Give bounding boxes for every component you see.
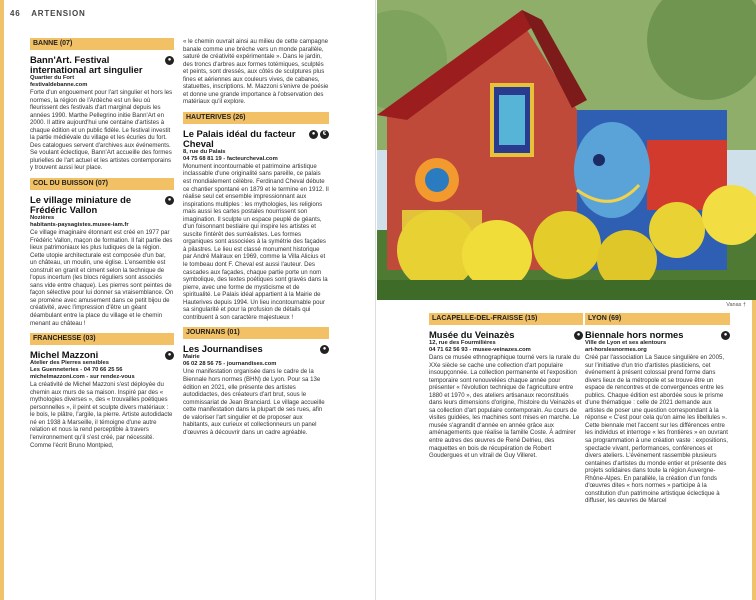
entry-text: La créativité de Michel Mazzoni s'est déployée du chemin aux murs de sa maison. Inspiré par des « mythologies diverses », des « trouvailles poétiques personnelles », il peint et sculpte divers matériaux : le bois, le plâtre, l'argile, la pierre. Artiste autodidacte né en 1938 à Marseille, il témoigne d'une autre relation et nous la rend perceptible à travers l'environnement qu'il s'est créé, par nécessité. Comme l'écrit Bruno Montpied, bbox=[30, 381, 173, 449]
info-icon: ● bbox=[309, 130, 318, 139]
right-column-2 bbox=[585, 313, 730, 511]
painted-house-illustration bbox=[377, 0, 756, 300]
entry-address: 12, rue des Fourmilières bbox=[429, 340, 496, 346]
entry-address: Nozières bbox=[30, 215, 55, 222]
entry-website[interactable]: habitants-paysagistes.musee-iam.fr bbox=[30, 222, 129, 229]
entry-title: Bann'Art. Festival international art singulier bbox=[30, 54, 143, 75]
right-column-1 bbox=[429, 313, 583, 466]
location-tag: FRANCHESSE (03) bbox=[30, 333, 174, 345]
entry-lyon bbox=[585, 313, 730, 505]
entry-text: Monument incontournable et patrimoine artistique inclassable d'une originalité sans pareille, ce palais est mondialement célèbre. Ferdinand Cheval débute ce chantier spontané en 1879 et le termine en 1912. Il réalise seul cet ensemble impressionnant aux inspirations multiples : les mythologies, les religions mais aussi les cartes postales nourrissent son imagination. Il sculpte un espace peuplé de géants, d'un foisonnant bestiaire qui inspire les artistes et suscite l'intérêt des surréalistes. Les formes organiques sont associées à la symétrie des façades à pilastres. Le lieu est classé monument historique par André Malraux en 1969, comme la Villa Alicius et le tombeau dont F. Cheval est aussi l'auteur. Des cascades aux façades, chaque partie porte un nom symbolique, des textes poétiques sont gravés dans la pierre, avec une forme de mysticisme et de spiritualité. Le Palais idéal appartient à la Mairie de Hauterives depuis 1994. Un lieu incontournable pour sa singularité et pour la profusion de détails qui contribuent à son caractère majestueux ! bbox=[183, 162, 329, 321]
entry-website[interactable]: 06 02 28 56 75 - journandises.com bbox=[183, 361, 277, 368]
entry-address: Atelier des Pierres sensibles bbox=[30, 360, 109, 367]
entry-hauterives bbox=[183, 112, 329, 321]
location-tag: LYON (69) bbox=[585, 313, 730, 325]
entry-title: Les Journandises bbox=[183, 343, 263, 355]
entry-website[interactable]: 04 71 62 56 93 - musee-veinazes.com bbox=[429, 347, 531, 353]
entry-lacapelle bbox=[429, 313, 583, 460]
page-number: 46 bbox=[10, 9, 21, 18]
location-tag: BANNE (07) bbox=[30, 38, 174, 50]
info-icon: ● bbox=[165, 196, 174, 205]
entry-title: Le Palais idéal du facteur Cheval bbox=[183, 127, 296, 149]
info-icon: ● bbox=[165, 56, 174, 65]
entry-address: 8, rue du Palais bbox=[183, 148, 226, 155]
entry-col-du-buisson bbox=[30, 178, 174, 327]
left-column-1 bbox=[30, 38, 174, 455]
entry-title: Biennale hors normes bbox=[585, 329, 684, 340]
info-icon: ● bbox=[721, 331, 730, 340]
entry-text: Dans ce musée ethnographique tourné vers la rurale du XXe siècle se cache une collection d'art populaire insoupçonnée. La collection permanente et l'exposition temporaire sont renouvelées chaque année pour présenter « l'évolution technique de l'agriculture entre 1880 et 1970 », des ateliers artisanaux reconstitués dans leurs dimensions d'origine, l'histoire du Veinazès et sa collection d'art populaire contemporain. Au cours de visites guidées, les machines sont mises en marche. Le musée s'agrandit d'année en année grâce aux aménagements que réalise la famille Coste. À admirer entre autres des œuvres de René Delrieu, des maquettes en bois de récupération de Robert Goudergues et un vitrail de Guy Villeret. bbox=[429, 354, 582, 460]
painted-house-photo bbox=[377, 0, 756, 300]
entry-website[interactable]: art-horslesnormes.org bbox=[585, 347, 647, 353]
entry-title: Le village miniature de Frédéric Vallon bbox=[30, 194, 132, 216]
euro-icon: € bbox=[320, 130, 329, 139]
left-page bbox=[0, 0, 376, 600]
running-header bbox=[10, 9, 86, 18]
entry-text: Créé par l'association La Sauce singulière en 2005, sur l'initiative d'un trio d'artistes plasticiens, cet événement à présent colossal prend forme dans divers lieux de la métropole et se trouve être un espace de rencontres et de convergences entre les publics. Chaque édition est abordée sous le prisme d'une thématique : celle de 2021 demande aux artistes de poser une question correspondant à la réponse « C'est pour cela qu'on aime les libellules ». Cette biennale met l'accent sur les différences entre les individus et interroge « les frontières » en ouvrant sa programmation à une création vaste : expositions, spectacle vivant, performances, conférences et divers ateliers. L'événement rassemble plusieurs centaines d'artistes du monde entier et présente des projets solidaires dans toute la région Auvergne-Rhône-Alpes. En parallèle, la création d'un fonds d'œuvres dites « hors normes » participe à la constitution d'un patrimoine artistique éclectique à diffuser, les œuvres de Marcel bbox=[585, 354, 728, 505]
photo-credit: Vanas † bbox=[726, 302, 746, 308]
entry-title: Musée du Veinazès bbox=[429, 329, 515, 340]
entry-address: Mairie bbox=[183, 354, 200, 361]
entry-website[interactable]: festivaldebanne.com bbox=[30, 82, 88, 88]
continued-text: « le chemin ouvrait ainsi au milieu de cette campagne banale comme une brèche vers un monde parallèle, saturé de créativité expérimentale ». Dans le jardin, des troncs d'arbres aux formes totémiques, sculptés et peints, sont dressés, aux côtés de sculptures plus fines et aériennes aux couleurs vives, de cabanes, statuettes, inscriptions. M. Mazzoni s'enivre de poésie et donne une grande importance à l'observation des matériaux qu'il explore. bbox=[183, 38, 329, 106]
left-column-2 bbox=[183, 38, 329, 442]
entry-address: Quartier du Fort bbox=[30, 75, 75, 81]
entry-address: Ville de Lyon et ses alentours bbox=[585, 340, 667, 346]
entry-text: Une manifestation organisée dans le cadre de la Biennale hors normes (BHN) de Lyon. Pour sa 13e édition en 2021, elle présente des artistes autodidactes, des créateurs d'art brut, sous le commissariat de Jean Branciard. Le village accueille cette manifestation dans la plupart de ses rues, afin de valoriser l'art singulier et de proposer aux habitants, aux curieux et collectionneurs un panel d'œuvres à découvrir dans un cadre agréable. bbox=[183, 368, 325, 436]
info-icon: ● bbox=[574, 331, 583, 340]
info-icon: ● bbox=[320, 345, 329, 354]
entry-title: Michel Mazzoni bbox=[30, 349, 99, 361]
location-tag: HAUTERIVES (26) bbox=[183, 112, 329, 124]
location-tag: LACAPELLE-DEL-FRAISSE (15) bbox=[429, 313, 583, 325]
location-tag: COL DU BUISSON (07) bbox=[30, 178, 174, 190]
entry-website[interactable]: 04 75 68 81 19 - facteurcheval.com bbox=[183, 155, 278, 162]
entry-franchesse bbox=[30, 333, 174, 449]
entry-website[interactable]: michelmazzoni.com - sur rendez-vous bbox=[30, 374, 135, 381]
entry-banne bbox=[30, 38, 174, 172]
location-tag: JOURNANS (01) bbox=[183, 327, 329, 339]
right-page bbox=[377, 0, 756, 600]
entry-text: Ce village imaginaire étonnant est créé en 1977 par Frédéric Vallon, maçon de formation. Il fait partie des lieux patrimoniaux les plus ludiques de la région. Cette utopie architecturale est composée d'un bar, un château, un moulin, une église. L'ensemble est construit en granit et ciment selon la technique de l'opus incertum (les blocs réguliers sont associés sans vide entre chaque). Les pierres sont peintes de façon sélective pour lui donner sa vraisemblance. On se promène avec amusement dans ce petit bijou de créativité, avec l'impression d'être un géant déambulant entre la place du village et le chemin menant au château ! bbox=[30, 229, 174, 327]
info-icon: ● bbox=[165, 351, 174, 360]
entry-phone: Les Guenneteries - 04 70 66 25 56 bbox=[30, 367, 123, 374]
entry-text: Forte d'un engouement pour l'art singulier et hors les normes, la région de l'Ardèche est un lieu où fleurissent des festivals d'art marginal depuis les années 1990. Marthe Pellegrino initie Bann'Art en 2000. Il attire aujourd'hui une centaine d'artistes à chaque édition et un public fidèle. Le festival investit la partie médiévale du village et les écuries du fort. Des catalogues servent d'archives aux événements. Se voulant éclectique, Bann'Art accueille des formes plurielles de l'art actuel et les artistes contemporains y trouvent aussi leur place. bbox=[30, 89, 173, 172]
page-edge-tab bbox=[0, 0, 4, 600]
running-head-title: ARTENSION bbox=[31, 9, 86, 18]
entry-journans bbox=[183, 327, 329, 436]
